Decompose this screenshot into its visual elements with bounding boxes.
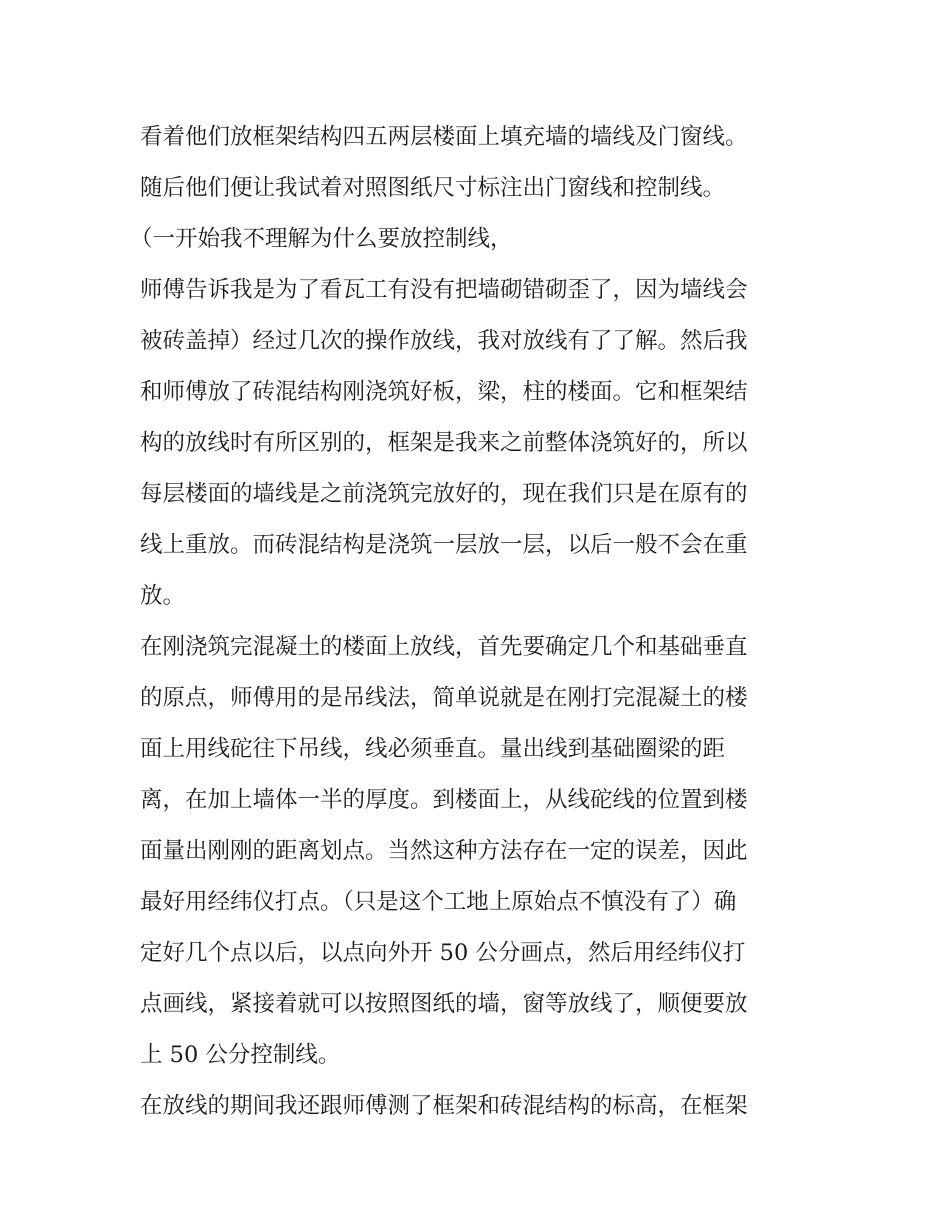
text-line: 构的放线时有所区别的，框架是我来之前整体浇筑好的，所以 <box>140 430 748 456</box>
document-body <box>130 112 820 1132</box>
text-line: 面量出刚刚的距离划点。当然这种方法存在一定的误差，因此 <box>140 838 748 864</box>
text-line: 的原点，师傅用的是吊线法，简单说就是在刚打完混凝土的楼 <box>140 685 748 711</box>
text-line: 被砖盖掉）经过几次的操作放线，我对放线有了了解。然后我 <box>140 328 748 354</box>
text-line: 最好用经纬仪打点。（只是这个工地上原始点不慎没有了）确 <box>140 889 737 915</box>
text-line: 看着他们放框架结构四五两层楼面上填充墙的墙线及门窗线。 <box>140 124 748 150</box>
text-line: 定好几个点以后，以点向外开 50 公分画点，然后用经纬仪打 <box>140 940 746 966</box>
text-line: 在放线的期间我还跟师傅测了框架和砖混结构的标高，在框架 <box>140 1093 748 1119</box>
text-line: 每层楼面的墙线是之前浇筑完放好的，现在我们只是在原有的 <box>140 481 748 507</box>
text-line: 离，在加上墙体一半的厚度。到楼面上，从线砣线的位置到楼 <box>140 787 748 813</box>
text-line: 线上重放。而砖混结构是浇筑一层放一层，以后一般不会在重 <box>140 532 748 558</box>
text-line: 在刚浇筑完混凝土的楼面上放线，首先要确定几个和基础垂直 <box>140 634 748 660</box>
text-line: 面上用线砣往下吊线，线必须垂直。量出线到基础圈梁的距 <box>140 736 726 762</box>
text-line: 师傅告诉我是为了看瓦工有没有把墙砌错砌歪了，因为墙线会 <box>140 277 748 303</box>
text-line: 点画线，紧接着就可以按照图纸的墙，窗等放线了，顺便要放 <box>140 991 748 1017</box>
text-line: 上 50 公分控制线。 <box>140 1042 341 1068</box>
text-line: （一开始我不理解为什么要放控制线， <box>130 226 513 252</box>
text-line: 放。 <box>140 583 186 609</box>
text-line: 和师傅放了砖混结构刚浇筑好板，梁，柱的楼面。它和框架结 <box>140 379 748 405</box>
text-line: 随后他们便让我试着对照图纸尺寸标注出门窗线和控制线。 <box>140 175 726 201</box>
